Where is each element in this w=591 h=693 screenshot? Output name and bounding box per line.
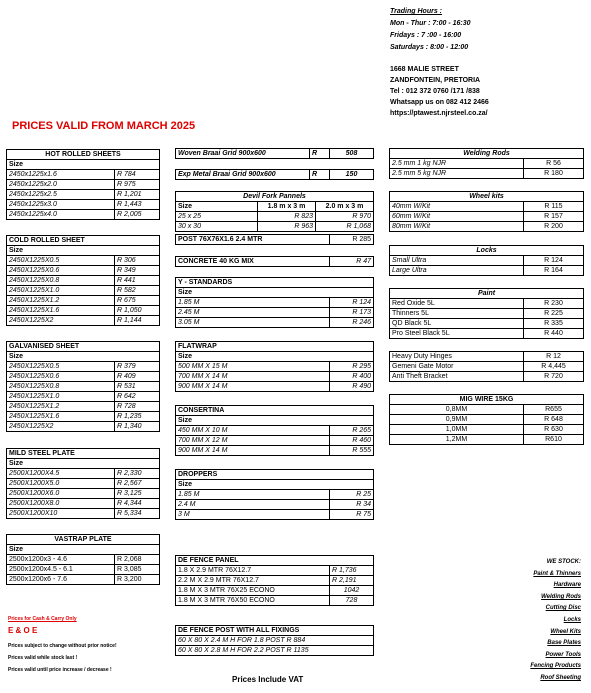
- item-price: R 460: [330, 436, 374, 446]
- item-size: 2450x1225x1.6: [7, 170, 115, 180]
- item-price: R 2,005: [115, 210, 160, 220]
- hours-line: Fridays : 7 :00 - 16:00: [390, 32, 462, 39]
- item-price: R 1,235: [115, 412, 160, 422]
- cold-rolled-table: [6, 235, 160, 326]
- item-price: R 2,567: [115, 479, 160, 489]
- item-name: Thinners 5L: [390, 309, 524, 319]
- de-fence-panel-table: [175, 555, 374, 606]
- table-row: [176, 446, 374, 456]
- locks-table: [389, 245, 584, 276]
- table-row: [390, 362, 584, 372]
- item-name: 2.5 mm 1 kg NJR: [390, 159, 524, 169]
- item-size: 900 MM X 14 M: [176, 382, 330, 392]
- misc-table: [389, 351, 584, 382]
- stock-item: Base Plates: [547, 640, 581, 647]
- concertina-table: [175, 405, 374, 456]
- table-row: [7, 306, 160, 316]
- table-row: [7, 210, 160, 220]
- item-size: 2450X1225X1.0: [7, 286, 115, 296]
- item-price: R 200: [524, 222, 584, 232]
- item-size: 2450x1225x2.5: [7, 190, 115, 200]
- table-row: [7, 372, 160, 382]
- mig-wire-table: [389, 394, 584, 445]
- item-price: R 1,050: [115, 306, 160, 316]
- item-price: R 124: [524, 256, 584, 266]
- table-row: [176, 318, 374, 328]
- eoe-note: E & O E: [8, 626, 38, 635]
- size-header: Size: [176, 202, 258, 212]
- table-row: [7, 362, 160, 372]
- paint-table: [389, 288, 584, 339]
- item-price: R 124: [330, 298, 374, 308]
- currency: R: [310, 170, 330, 180]
- table-row: [176, 222, 374, 232]
- item-size: 2450X1225X0.8: [7, 276, 115, 286]
- item-name: 1.8 X 2.9 MTR 76X12.7: [176, 566, 330, 576]
- item-name: 60 X 80 X 2.4 M H FOR 1.8 POST R 884: [176, 636, 374, 646]
- table-row: [176, 586, 374, 596]
- item-size: 1.85 M: [176, 490, 330, 500]
- item-size: 2500x1200x6 - 7.6: [7, 575, 115, 585]
- table-row: [176, 212, 374, 222]
- item-name: 80mm W/Kit: [390, 222, 524, 232]
- item-price: R 115: [524, 202, 584, 212]
- table-row: [176, 170, 374, 180]
- table-row: [390, 352, 584, 362]
- table-row: [176, 490, 374, 500]
- size-header: Size: [176, 288, 374, 298]
- welding-rods-table: [389, 148, 584, 179]
- table-row: [7, 412, 160, 422]
- table-row: [390, 425, 584, 435]
- table-row: [7, 469, 160, 479]
- size-header: Size: [7, 160, 160, 170]
- stock-item: Wheel Kits: [550, 628, 581, 635]
- table-title: Devil Fork Pannels: [176, 192, 374, 202]
- table-title: GALVANISED SHEET: [7, 342, 160, 352]
- item-name: 60 X 80 X 2.8 M H FOR 2.2 POST R 1135: [176, 646, 374, 656]
- item-price: R 295: [330, 362, 374, 372]
- item-size: 2.4 M: [176, 500, 330, 510]
- suburb: ZANDFONTEIN, PRETORIA: [390, 77, 481, 84]
- table-title: CONSERTINA: [176, 406, 374, 416]
- item-name: 60mm W/Kit: [390, 212, 524, 222]
- item-price: R 56: [524, 159, 584, 169]
- item-price: R 225: [524, 309, 584, 319]
- note-line: Prices valid until price increase / decrease !: [8, 667, 112, 673]
- table-row: [176, 382, 374, 392]
- currency: R: [310, 149, 330, 159]
- item-price: R 441: [115, 276, 160, 286]
- item-price: R 246: [330, 318, 374, 328]
- item-name: Large Ultra: [390, 266, 524, 276]
- item-size: 2500X1200X6.0: [7, 489, 115, 499]
- table-row: [390, 319, 584, 329]
- item-price: R 4,445: [524, 362, 584, 372]
- size-header: Size: [7, 246, 160, 256]
- we-stock-title: WE STOCK:: [546, 559, 581, 565]
- item-price: R 582: [115, 286, 160, 296]
- table-title: Welding Rods: [390, 149, 584, 159]
- whatsapp: Whatsapp us on 082 412 2466: [390, 99, 489, 106]
- item-price: R 1,201: [115, 190, 160, 200]
- table-row: [176, 596, 374, 606]
- item-price: R 630: [524, 425, 584, 435]
- y-standards-table: [175, 277, 374, 328]
- item-price: R 963: [258, 222, 316, 232]
- item-price: R 1,443: [115, 200, 160, 210]
- item-name: Red Oxide 5L: [390, 299, 524, 309]
- table-title: DE FENCE PANEL: [176, 556, 374, 566]
- item-name: 0,9MM: [390, 415, 524, 425]
- table-row: [390, 212, 584, 222]
- street: 1668 MALIE STREET: [390, 66, 459, 73]
- item-price: R 265: [330, 426, 374, 436]
- item-price: R 164: [524, 266, 584, 276]
- size-header: Size: [176, 480, 374, 490]
- item-price: R 531: [115, 382, 160, 392]
- size-header: Size: [7, 545, 160, 555]
- item-name: 40mm W/Kit: [390, 202, 524, 212]
- table-title: MILD STEEL PLATE: [7, 449, 160, 459]
- expmet-braai-table: [175, 169, 374, 180]
- size-header: Size: [7, 459, 160, 469]
- item-name: Heavy Duty Hinges: [390, 352, 524, 362]
- item-price: R 1,340: [115, 422, 160, 432]
- stock-item: Welding Rods: [541, 593, 581, 600]
- mild-steel-table: [6, 448, 160, 519]
- note-line: Prices subject to change without prior notice!: [8, 643, 117, 649]
- table-title: DROPPERS: [176, 470, 374, 480]
- item-size: 700 MM X 12 M: [176, 436, 330, 446]
- item-size: 2450X1225X0.8: [7, 382, 115, 392]
- item-size: 2450X1225X1.6: [7, 412, 115, 422]
- table-row: [7, 422, 160, 432]
- item-price: R 440: [524, 329, 584, 339]
- item-price: R 823: [258, 212, 316, 222]
- table-row: [176, 500, 374, 510]
- item-size: 2450X1225X2: [7, 316, 115, 326]
- item-size: 2450X1225X1.6: [7, 306, 115, 316]
- item-size: 2450x1225x3.0: [7, 200, 115, 210]
- item-price: R 12: [524, 352, 584, 362]
- table-row: [7, 392, 160, 402]
- table-row: [7, 479, 160, 489]
- item-price: R 642: [115, 392, 160, 402]
- table-row: [176, 257, 374, 267]
- column-header: 2.0 m x 3 m: [316, 202, 374, 212]
- galvanised-table: [6, 341, 160, 432]
- item-price: R 173: [330, 308, 374, 318]
- item-name: Exp Metal Braai Grid 900x600: [176, 170, 310, 180]
- vastrap-table: [6, 534, 160, 585]
- table-row: [390, 405, 584, 415]
- item-size: 3.05 M: [176, 318, 330, 328]
- item-name: QD Black 5L: [390, 319, 524, 329]
- item-price: R655: [524, 405, 584, 415]
- item-name: 0,8MM: [390, 405, 524, 415]
- table-row: [176, 646, 374, 656]
- item-name: 2.5 mm 5 kg NJR: [390, 169, 524, 179]
- item-price: R 1,144: [115, 316, 160, 326]
- item-price: R 75: [330, 510, 374, 520]
- item-price: R 285: [330, 235, 374, 245]
- table-row: [390, 266, 584, 276]
- item-size: 2500x1200x4.5 - 6.1: [7, 565, 115, 575]
- item-name: Pro Steel Black 5L: [390, 329, 524, 339]
- table-row: [7, 382, 160, 392]
- table-row: [176, 576, 374, 586]
- item-price: R 784: [115, 170, 160, 180]
- item-price: R 970: [316, 212, 374, 222]
- item-name: Woven Braai Grid 900x600: [176, 149, 310, 159]
- droppers-table: [175, 469, 374, 520]
- woven-braai-table: [175, 148, 374, 159]
- table-row: [7, 509, 160, 519]
- table-row: [176, 636, 374, 646]
- item-size: 2500x1200x3 - 4.6: [7, 555, 115, 565]
- item-price: R 2,191: [330, 576, 374, 586]
- table-title: FLATWRAP: [176, 342, 374, 352]
- flatwrap-table: [175, 341, 374, 392]
- table-title: Y - STANDARDS: [176, 278, 374, 288]
- table-row: [7, 499, 160, 509]
- item-size: 2500X1200X5.0: [7, 479, 115, 489]
- table-row: [7, 489, 160, 499]
- item-price: 728: [330, 596, 374, 606]
- table-row: [390, 222, 584, 232]
- table-row: [176, 426, 374, 436]
- item-price: R 400: [330, 372, 374, 382]
- table-title: COLD ROLLED SHEET: [7, 236, 160, 246]
- table-row: [7, 180, 160, 190]
- column-header: 1.8 m x 3 m: [258, 202, 316, 212]
- table-row: [7, 555, 160, 565]
- item-price: R 349: [115, 266, 160, 276]
- stock-item: Power Tools: [545, 651, 581, 658]
- item-price: R 720: [524, 372, 584, 382]
- table-row: [7, 316, 160, 326]
- item-size: 2450X1225X1.2: [7, 296, 115, 306]
- item-size: 2450X1225X0.6: [7, 372, 115, 382]
- table-row: [176, 362, 374, 372]
- item-size: 2450x1225x2.0: [7, 180, 115, 190]
- item-name: 1.8 M X 3 MTR 76X25 ECONO: [176, 586, 330, 596]
- stock-item: Cutting Disc: [545, 605, 581, 612]
- item-price: R 648: [524, 415, 584, 425]
- item-price: R 47: [330, 257, 374, 267]
- item-size: 700 MM X 14 M: [176, 372, 330, 382]
- table-row: [176, 436, 374, 446]
- item-price: R 3,125: [115, 489, 160, 499]
- hours-line: Saturdays : 8:00 - 12:00: [390, 44, 469, 51]
- item-price: 508: [330, 149, 374, 159]
- item-price: R 675: [115, 296, 160, 306]
- table-row: [390, 256, 584, 266]
- hot-rolled-table: [6, 149, 160, 220]
- cash-carry-note: Prices for Cash & Carry Only: [8, 616, 77, 622]
- table-row: [390, 309, 584, 319]
- table-title: MIG WIRE 15KG: [390, 395, 584, 405]
- item-size: 2450X1225X2: [7, 422, 115, 432]
- table-row: [176, 372, 374, 382]
- table-row: [176, 566, 374, 576]
- concrete-table: [175, 256, 374, 267]
- item-size: 3 M: [176, 510, 330, 520]
- item-price: R 3,085: [115, 565, 160, 575]
- item-price: R 975: [115, 180, 160, 190]
- table-row: [390, 299, 584, 309]
- item-name: 1,2MM: [390, 435, 524, 445]
- item-price: R 4,344: [115, 499, 160, 509]
- item-name: Small Ultra: [390, 256, 524, 266]
- de-fence-post-table: [175, 625, 374, 656]
- item-size: 2500X1200X10: [7, 509, 115, 519]
- hours-line: Mon - Thur : 7:00 - 16:30: [390, 20, 471, 27]
- item-price: R 25: [330, 490, 374, 500]
- item-size: 2450X1225X1.0: [7, 392, 115, 402]
- item-size: 2500X1200X8.0: [7, 499, 115, 509]
- item-price: R 2,068: [115, 555, 160, 565]
- table-row: [7, 266, 160, 276]
- price-banner: PRICES VALID FROM MARCH 2025: [12, 120, 196, 132]
- item-size: 2450X1225X1.2: [7, 402, 115, 412]
- table-row: [390, 329, 584, 339]
- item-price: R 490: [330, 382, 374, 392]
- trading-hours-title: Trading Hours :: [390, 8, 442, 15]
- item-name: 1.8 M X 3 MTR 76X50 ECONO: [176, 596, 330, 606]
- table-row: [390, 159, 584, 169]
- devil-fork-table: [175, 191, 374, 232]
- item-price: 150: [330, 170, 374, 180]
- item-name: Anti Theft Bracket: [390, 372, 524, 382]
- item-price: R 728: [115, 402, 160, 412]
- table-row: [7, 170, 160, 180]
- item-price: R 1,068: [316, 222, 374, 232]
- table-row: [7, 575, 160, 585]
- item-price: R 180: [524, 169, 584, 179]
- item-name: 2.2 M X 2.9 MTR 76X12.7: [176, 576, 330, 586]
- item-size: 2450X1225X0.5: [7, 256, 115, 266]
- table-row: [176, 510, 374, 520]
- table-title: Paint: [390, 289, 584, 299]
- item-price: R610: [524, 435, 584, 445]
- table-row: [7, 256, 160, 266]
- item-size: 1.85 M: [176, 298, 330, 308]
- table-row: [176, 235, 374, 245]
- item-price: 1042: [330, 586, 374, 596]
- stock-item: Roof Sheeting: [540, 674, 581, 681]
- size-header: Size: [7, 352, 160, 362]
- item-name: 1,0MM: [390, 425, 524, 435]
- table-title: Wheel kits: [390, 192, 584, 202]
- size-header: Size: [176, 416, 374, 426]
- item-size: 900 MM X 14 M: [176, 446, 330, 456]
- item-price: R 230: [524, 299, 584, 309]
- item-size: 2.45 M: [176, 308, 330, 318]
- item-name: CONCRETE 40 KG MIX: [176, 257, 330, 267]
- table-row: [7, 565, 160, 575]
- table-row: [7, 276, 160, 286]
- vat-footer: Prices Include VAT: [232, 675, 304, 684]
- item-size: 2450X1225X0.5: [7, 362, 115, 372]
- item-price: R 2,330: [115, 469, 160, 479]
- item-size: 2450X1225X0.6: [7, 266, 115, 276]
- stock-item: Hardware: [553, 582, 581, 589]
- table-row: [390, 435, 584, 445]
- table-row: [7, 200, 160, 210]
- item-size: 2500X1200X4.5: [7, 469, 115, 479]
- table-row: [390, 415, 584, 425]
- table-row: [390, 169, 584, 179]
- website-link[interactable]: https://ptawest.njrsteel.co.za/: [390, 110, 488, 117]
- table-row: [176, 308, 374, 318]
- item-price: R 1,736: [330, 566, 374, 576]
- item-price: R 409: [115, 372, 160, 382]
- item-size: 25 x 25: [176, 212, 258, 222]
- table-title: HOT ROLLED SHEETS: [7, 150, 160, 160]
- table-row: [390, 372, 584, 382]
- address-block: [390, 64, 489, 119]
- table-title: Locks: [390, 246, 584, 256]
- item-size: 2450x1225x4.0: [7, 210, 115, 220]
- item-price: R 555: [330, 446, 374, 456]
- table-title: VASTRAP PLATE: [7, 535, 160, 545]
- table-title: DE FENCE POST WITH ALL FIXINGS: [176, 626, 374, 636]
- item-size: 500 MM X 15 M: [176, 362, 330, 372]
- item-price: R 157: [524, 212, 584, 222]
- table-row: [7, 190, 160, 200]
- table-row: [176, 149, 374, 159]
- item-price: R 306: [115, 256, 160, 266]
- item-price: R 3,200: [115, 575, 160, 585]
- table-row: [7, 286, 160, 296]
- stock-item: Fencing Products: [530, 663, 581, 670]
- table-row: [176, 298, 374, 308]
- item-name: Gemeni Gate Motor: [390, 362, 524, 372]
- stock-item: Locks: [563, 616, 581, 623]
- item-price: R 379: [115, 362, 160, 372]
- table-row: [7, 402, 160, 412]
- trading-hours: [390, 6, 471, 54]
- item-size: 30 x 30: [176, 222, 258, 232]
- item-size: 450 MM X 10 M: [176, 426, 330, 436]
- we-stock-list: [530, 557, 581, 685]
- size-header: Size: [176, 352, 374, 362]
- item-name: POST 76X76X1.6 2.4 MTR: [176, 235, 330, 245]
- item-price: R 5,334: [115, 509, 160, 519]
- telephone: Tel : 012 372 0760 /171 /838: [390, 88, 480, 95]
- wheel-kits-table: [389, 191, 584, 232]
- note-line: Prices valid while stock last !: [8, 655, 78, 661]
- item-price: R 34: [330, 500, 374, 510]
- post-table: [175, 234, 374, 245]
- stock-item: Paint & Thinners: [533, 570, 581, 577]
- table-row: [7, 296, 160, 306]
- table-row: [390, 202, 584, 212]
- item-price: R 335: [524, 319, 584, 329]
